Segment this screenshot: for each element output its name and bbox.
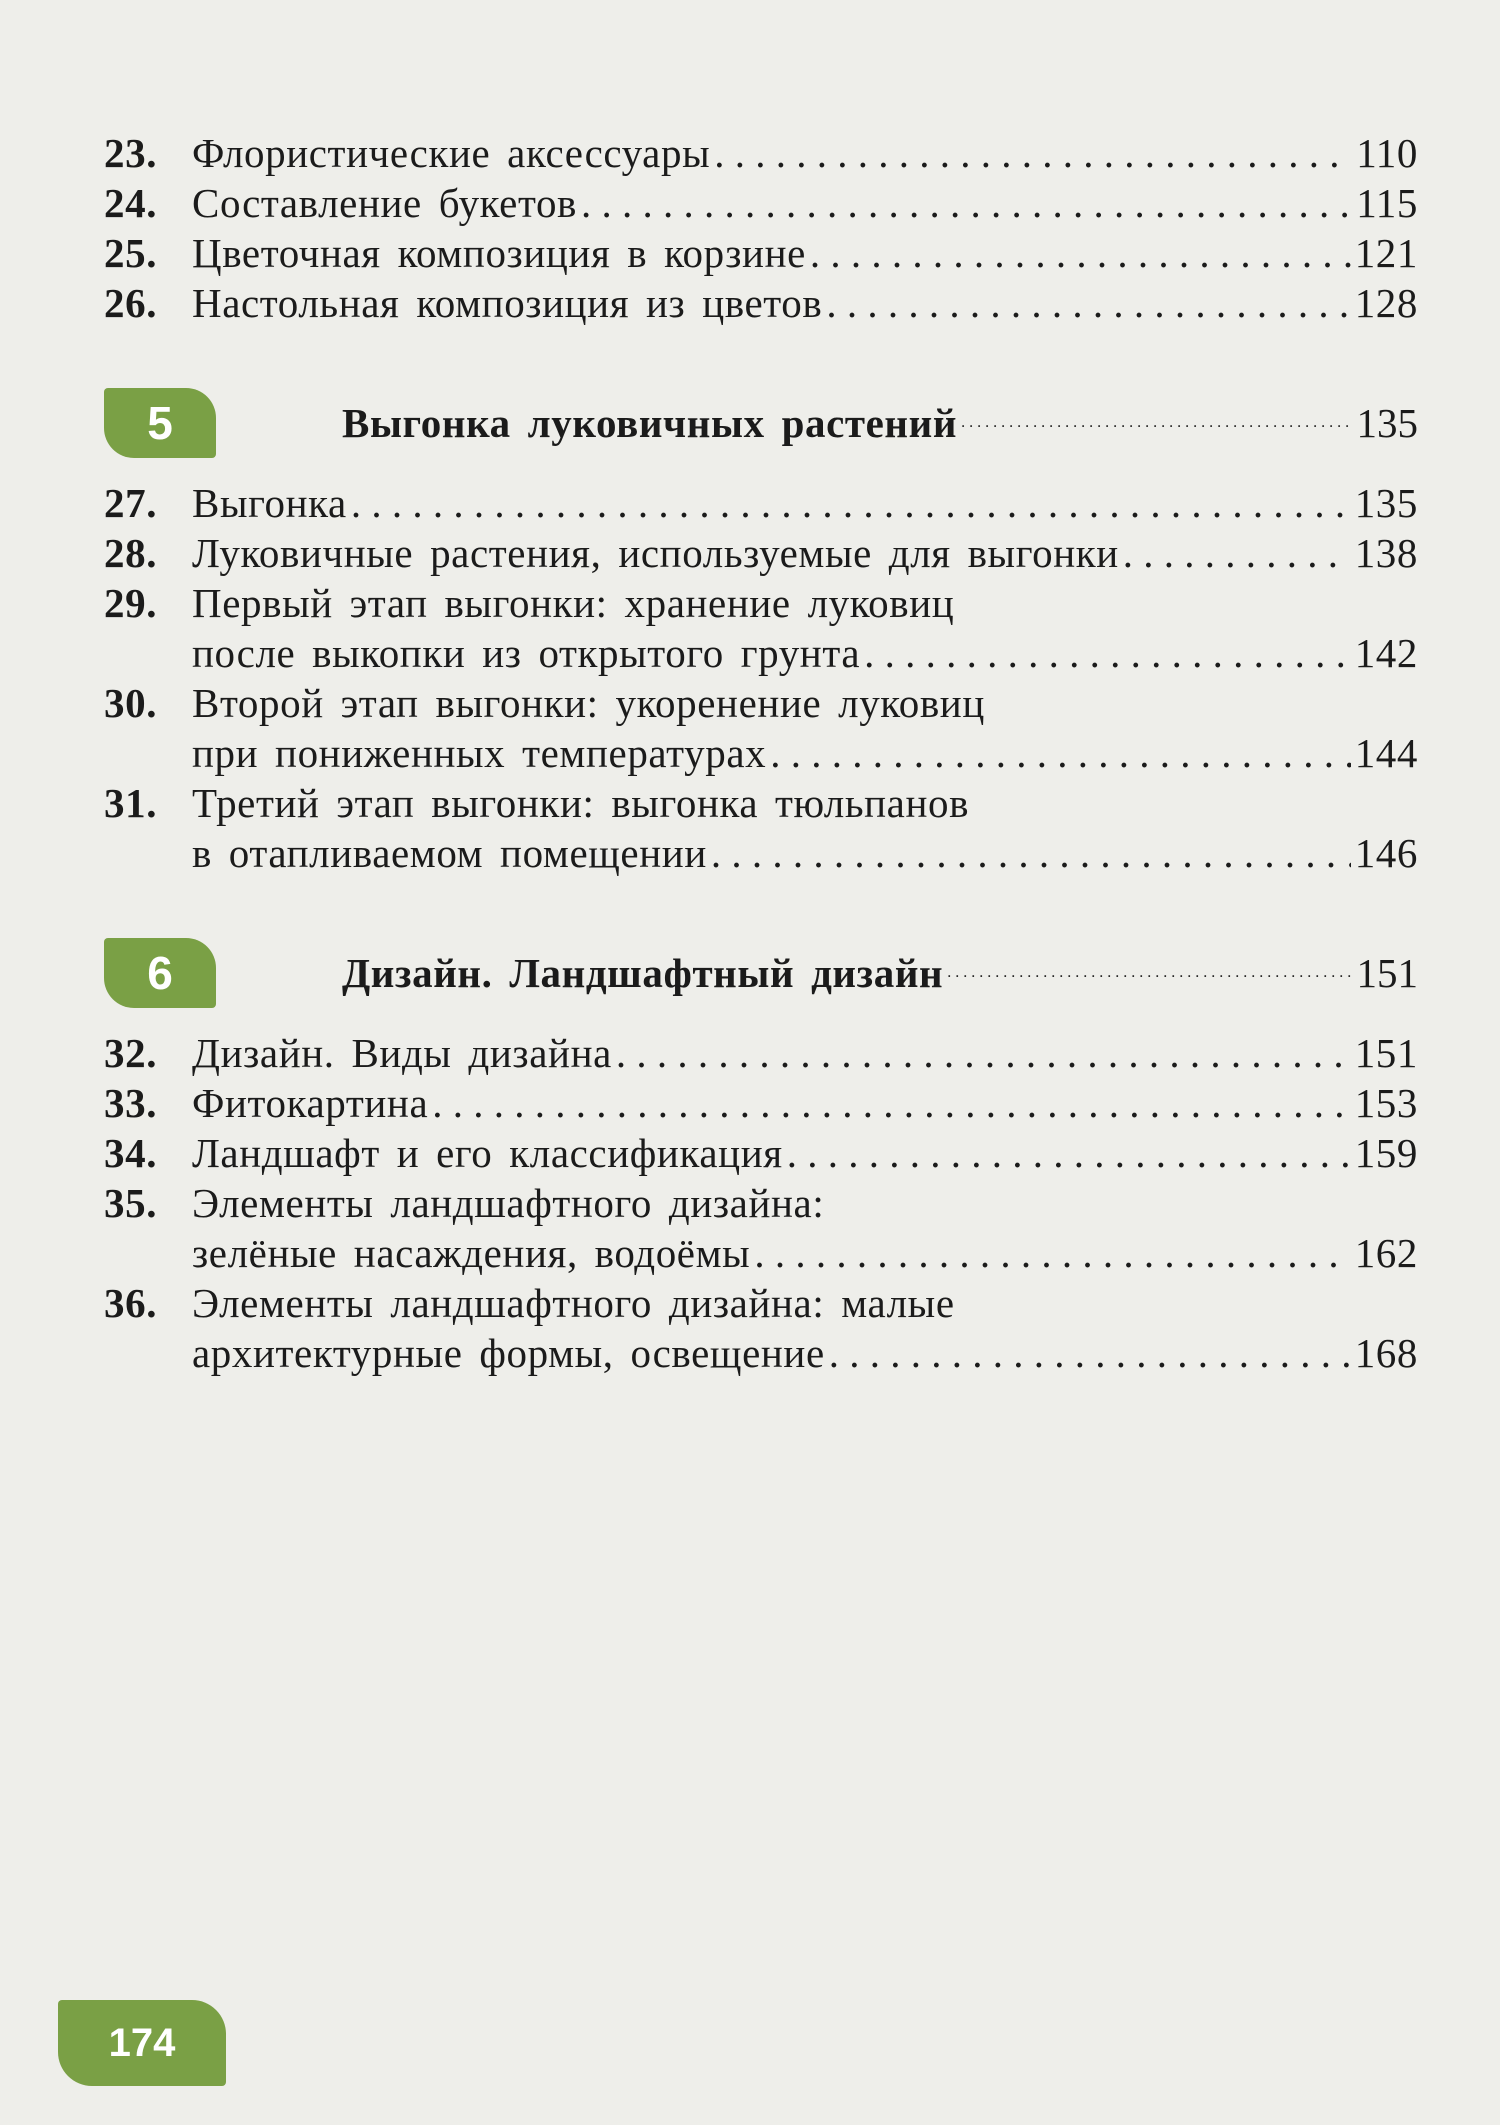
- section-6-heading: [104, 938, 1418, 1008]
- entry-number: 28.: [104, 530, 158, 576]
- page-number-badge: 174: [58, 2000, 226, 2086]
- toc-entry-23: [104, 128, 1418, 178]
- entry-title: Составление букетов: [192, 180, 578, 226]
- entry-title: Элементы ландшафтного дизайна: малые: [192, 1280, 955, 1326]
- dot-leader: [810, 228, 1351, 278]
- dot-leader: [864, 628, 1351, 678]
- entry-page: 142: [1354, 630, 1418, 676]
- section-title: Выгонка луковичных растений: [342, 400, 958, 446]
- entry-page: 162: [1354, 1230, 1418, 1276]
- dot-leader: [711, 828, 1351, 878]
- entry-number: 32.: [104, 1030, 158, 1076]
- toc-entry-24: [104, 178, 1418, 228]
- entry-title-continued: при пониженных температурах: [192, 730, 767, 776]
- section-page: 151: [1356, 950, 1418, 996]
- toc-entry-33: [104, 1078, 1418, 1128]
- entry-title: Луковичные растения, используемые для выгонки: [192, 530, 1119, 576]
- dot-leader: [947, 964, 1352, 982]
- toc-entry-34: [104, 1128, 1418, 1178]
- section-badge: 6: [104, 938, 216, 1008]
- toc-entry-25: [104, 228, 1418, 278]
- toc-entry-35: [104, 1178, 1418, 1278]
- entry-title-continued: в отапливаемом помещении: [192, 830, 707, 876]
- toc-entry-26: [104, 278, 1418, 328]
- entry-title: Третий этап выгонки: выгонка тюльпанов: [192, 780, 970, 826]
- entry-page: 128: [1354, 280, 1418, 326]
- entry-number: 25.: [104, 230, 158, 276]
- toc-entry-29: [104, 578, 1418, 678]
- dot-leader: [770, 728, 1350, 778]
- dot-leader: [616, 1028, 1351, 1078]
- dot-leader: [961, 414, 1352, 432]
- section-title: Дизайн. Ландшафтный дизайн: [342, 950, 944, 996]
- entry-number: 34.: [104, 1130, 158, 1176]
- dot-leader: [829, 1328, 1351, 1378]
- dot-leader: [351, 478, 1351, 528]
- entry-title: Цветочная композиция в корзине: [192, 230, 806, 276]
- entry-number: 31.: [104, 780, 158, 826]
- entry-title: Ландшафт и его классификация: [192, 1130, 783, 1176]
- toc-entry-27: [104, 478, 1418, 528]
- dot-leader: [754, 1228, 1350, 1278]
- toc-entry-32: [104, 1028, 1418, 1078]
- entry-number: 30.: [104, 680, 158, 726]
- entry-page: 144: [1354, 730, 1418, 776]
- section-5-heading: [104, 388, 1418, 458]
- entry-page: 110: [1356, 130, 1418, 176]
- entry-page: 168: [1354, 1330, 1418, 1376]
- dot-leader: [432, 1078, 1350, 1128]
- entry-title: Выгонка: [192, 480, 347, 526]
- entry-title-continued: после выкопки из открытого грунта: [192, 630, 861, 676]
- entry-number: 24.: [104, 180, 158, 226]
- toc-entry-31: [104, 778, 1418, 878]
- entry-page: 146: [1354, 830, 1418, 876]
- dot-leader: [826, 278, 1350, 328]
- entry-title: Второй этап выгонки: укоренение луковиц: [192, 680, 985, 726]
- entry-title: Фитокартина: [192, 1080, 429, 1126]
- dot-leader: [1123, 528, 1351, 578]
- entry-page: 115: [1356, 180, 1418, 226]
- entry-title: Элементы ландшафтного дизайна:: [192, 1180, 825, 1226]
- entry-number: 26.: [104, 280, 158, 326]
- entry-title: Флористические аксессуары: [192, 130, 711, 176]
- entry-title: Первый этап выгонки: хранение луковиц: [192, 580, 955, 626]
- entry-number: 36.: [104, 1280, 158, 1326]
- toc-entry-28: [104, 528, 1418, 578]
- dot-leader: [787, 1128, 1351, 1178]
- entry-number: 29.: [104, 580, 158, 626]
- entry-number: 23.: [104, 130, 158, 176]
- entry-page: 153: [1354, 1080, 1418, 1126]
- entry-page: 138: [1354, 530, 1418, 576]
- entry-number: 33.: [104, 1080, 158, 1126]
- toc-entry-30: [104, 678, 1418, 778]
- entry-page: 159: [1354, 1130, 1418, 1176]
- section-badge: 5: [104, 388, 216, 458]
- entry-title: Настольная композиция из цветов: [192, 280, 823, 326]
- entry-number: 35.: [104, 1180, 158, 1226]
- entry-title: Дизайн. Виды дизайна: [192, 1030, 612, 1076]
- dot-leader: [581, 178, 1352, 228]
- section-page: 135: [1356, 400, 1418, 446]
- dot-leader: [714, 128, 1352, 178]
- entry-page: 121: [1354, 230, 1418, 276]
- entry-page: 135: [1354, 480, 1418, 526]
- entry-page: 151: [1354, 1030, 1418, 1076]
- entry-title-continued: зелёные насаждения, водоёмы: [192, 1230, 751, 1276]
- entry-title-continued: архитектурные формы, освещение: [192, 1330, 825, 1376]
- toc-entry-36: [104, 1278, 1418, 1378]
- entry-number: 27.: [104, 480, 158, 526]
